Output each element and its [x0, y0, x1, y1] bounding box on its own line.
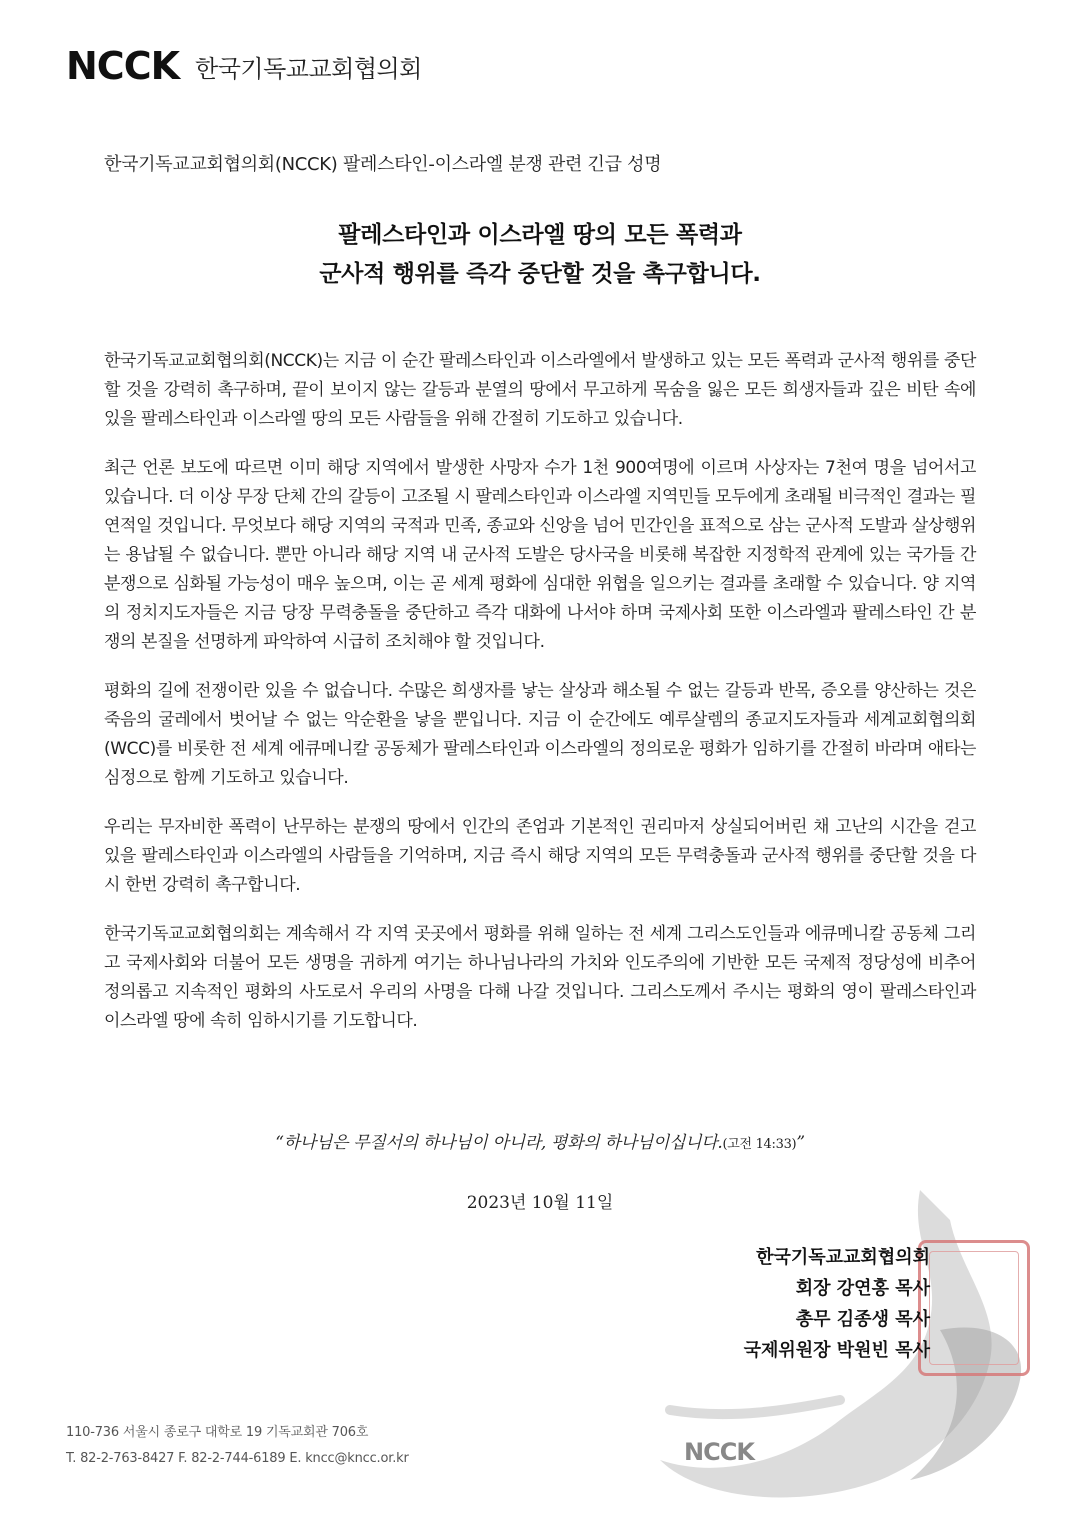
statement-title: 한국기독교교회협의회(NCCK) 팔레스타인-이스라엘 분쟁 관련 긴급 성명 — [104, 154, 662, 175]
signer-international-chair: 국제위원장 박원빈 목사 — [743, 1340, 930, 1361]
paragraph-4: 우리는 무자비한 폭력이 난무하는 분쟁의 땅에서 인간의 존엄과 기본적인 권리마저 상실되어버린 채 고난의 시간을 걷고 있을 팔레스타인과 이스라엘의 사람들을 기억하며, 지금 즉시 해당 지역의 모든 무력충돌과 군사적 행위를 중단할 것을 다시 한번 강력히 촉구합니다. — [104, 817, 976, 895]
headline-line-2: 군사적 행위를 즉각 중단할 것을 촉구합니다. — [319, 261, 761, 287]
signatories — [744, 1242, 930, 1366]
headline — [0, 216, 1080, 294]
scripture-quote — [0, 1128, 1080, 1153]
headline-line-1: 팔레스타인과 이스라엘 땅의 모든 폭력과 — [338, 222, 742, 248]
ncck-logo — [66, 46, 422, 86]
seal-inner-border — [929, 1251, 1019, 1365]
quote-text: 하나님은 무질서의 하나님이 아니라, 평화의 하나님이십니다. — [283, 1133, 723, 1153]
statement-date: 2023년 10월 11일 — [466, 1193, 614, 1213]
official-seal — [918, 1240, 1030, 1376]
footer-address: 110-736 서울시 종로구 대학로 19 기독교회관 706호 — [66, 1425, 369, 1440]
quote-open-mark: “ — [275, 1133, 284, 1153]
paragraph-5: 한국기독교교회협의회는 계속해서 각 지역 곳곳에서 평화를 위해 일하는 전 세계 그리스도인들과 에큐메니칼 공동체 그리고 국제사회와 더불어 모든 생명을 귀하게 여기는 하나님나라의 가치와 인도주의에 기반한 모든 국제적 정당성에 비추어 정의롭고 지속적인 평화의 사도로서 우리의 사명을 다해 나갈 것입니다. 그리스도께서 주시는 평화의 영이 팔레스타인과 이스라엘 땅에 속히 임하시기를 기도합니다. — [104, 924, 976, 1031]
logo-mark: NCCK — [66, 44, 180, 88]
statement-body — [104, 347, 976, 1056]
signer-organization: 한국기독교교회협의회 — [756, 1247, 930, 1268]
watermark-logo: NCCK — [684, 1438, 754, 1466]
footer-contact — [66, 1420, 409, 1472]
paragraph-3: 평화의 길에 전쟁이란 있을 수 없습니다. 수많은 희생자를 낳는 살상과 해소될 수 없는 갈등과 반목, 증오를 양산하는 것은 죽음의 굴레에서 벗어날 수 없는 악순환을 낳을 뿐입니다. 지금 이 순간에도 예루살렘의 종교지도자들과 세계교회협의회(WCC)를 비롯한 전 세계 에큐메니칼 공동체가 팔레스타인과 이스라엘의 정의로운 평화가 임하기를 간절히 바라며 애타는 심정으로 함께 기도하고 있습니다. — [104, 681, 976, 788]
quote-close-mark: ” — [796, 1133, 805, 1153]
paragraph-2: 최근 언론 보도에 따르면 이미 해당 지역에서 발생한 사망자 수가 1천 900여명에 이르며 사상자는 7천여 명을 넘어서고 있습니다. 더 이상 무장 단체 간의 갈등이 고조될 시 팔레스타인과 이스라엘 지역민들 모두에게 초래될 비극적인 결과는 필연적일 것입니다. 무엇보다 해당 지역의 국적과 민족, 종교와 신앙을 넘어 민간인을 표적으로 삼는 군사적 도발과 살상행위는 용납될 수 없습니다. 뿐만 아니라 해당 지역 내 군사적 도발은 당사국을 비롯해 복잡한 지정학적 관계에 있는 국가들 간 분쟁으로 심화될 가능성이 매우 높으며, 이는 곧 세계 평화에 심대한 위협을 일으키는 결과를 초래할 수 있습니다. 양 지역의 정치지도자들은 지금 당장 무력충돌을 중단하고 즉각 대화에 나서야 하며 국제사회 또한 이스라엘과 팔레스타인 간 분쟁의 본질을 선명하게 파악하여 시급히 조치해야 할 것입니다. — [104, 458, 976, 652]
footer-phone-email: T. 82-2-763-8427 F. 82-2-744-6189 E. kncc@kncc.or.kr — [66, 1451, 409, 1466]
signer-president: 회장 강연홍 목사 — [795, 1278, 930, 1299]
paragraph-1: 한국기독교교회협의회(NCCK)는 지금 이 순간 팔레스타인과 이스라엘에서 발생하고 있는 모든 폭력과 군사적 행위를 중단할 것을 강력히 촉구하며, 끝이 보이지 않는 갈등과 분열의 땅에서 무고하게 목숨을 잃은 모든 희생자들과 깊은 비탄 속에 있을 팔레스타인과 이스라엘 땅의 모든 사람들을 위해 간절히 기도하고 있습니다. — [104, 351, 976, 429]
logo-org-name: 한국기독교교회협의회 — [195, 54, 422, 83]
signer-general-secretary: 총무 김종생 목사 — [795, 1309, 930, 1330]
quote-reference: (고전 14:33) — [722, 1137, 797, 1152]
